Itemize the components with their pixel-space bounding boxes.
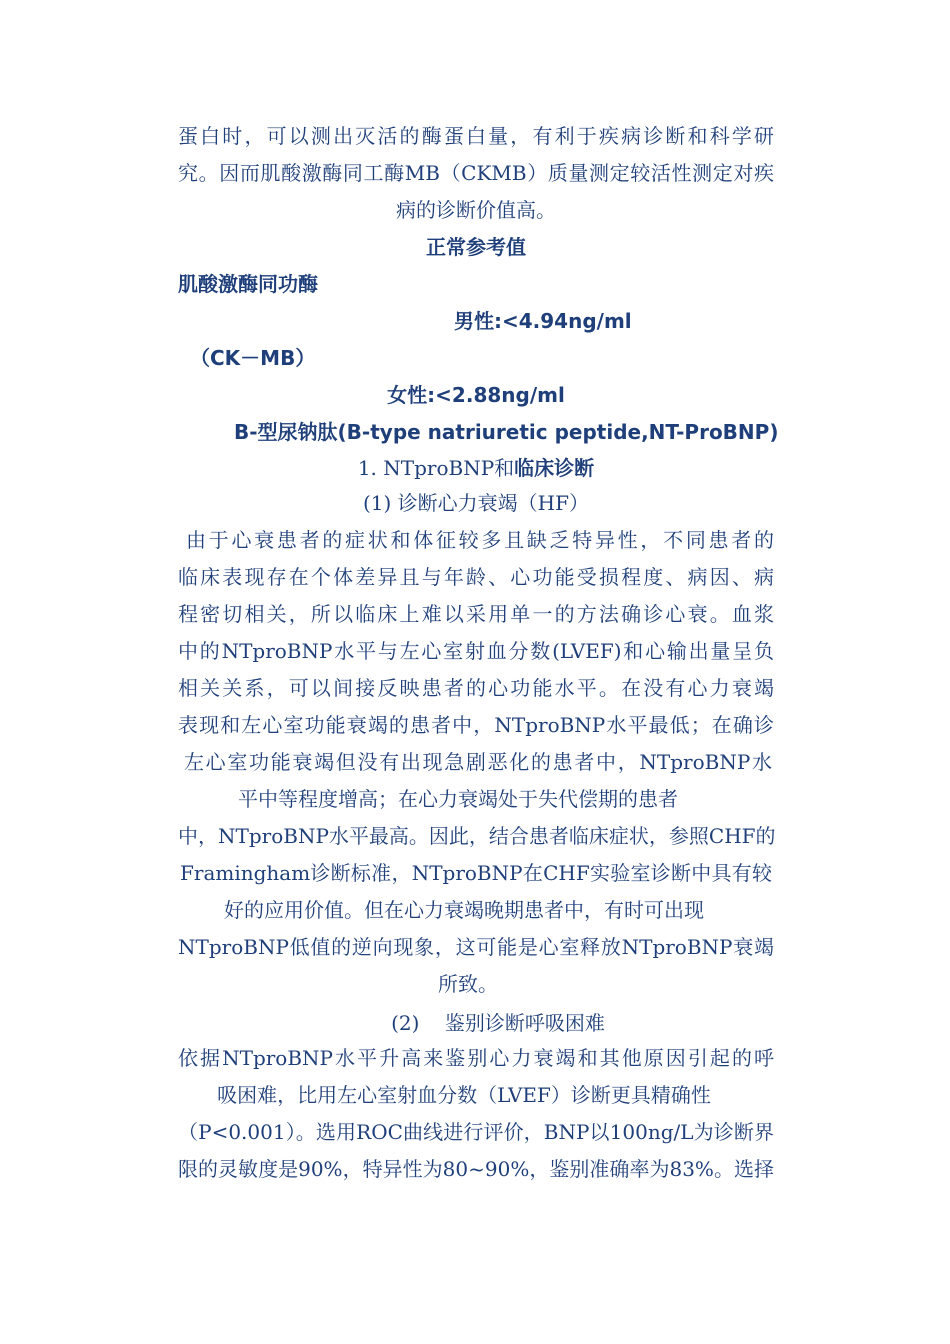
paragraph-1-line: 平中等程度增高；在心力衰竭处于失代偿期的患者 (238, 787, 678, 811)
section-1-suffix: 临床诊断 (514, 456, 595, 480)
paragraph-1-line: NTproBNP低值的逆向现象，这可能是心室释放NTproBNP衰竭 (178, 935, 774, 959)
reference-heading: 正常参考值 (426, 235, 526, 259)
section-1-heading (178, 455, 774, 481)
paragraph-2-line: 吸困难，比用左心室射血分数（LVEF）诊断更具精确性 (217, 1083, 711, 1107)
paragraph-1-line: 中的NTproBNP水平与左心室射血分数(LVEF)和心输出量呈负 (178, 639, 774, 663)
paragraph-1-line: 所致。 (438, 972, 498, 996)
reference-male-value: 男性:<4.94ng/ml (454, 309, 632, 333)
reference-enzyme-name: 肌酸激酶同功酶 (178, 272, 318, 296)
subsection-2-heading (200, 1010, 796, 1036)
intro-line-1: 蛋白时，可以测出灭活的酶蛋白量，有利于疾病诊断和科学研 (178, 124, 774, 148)
subsection-2-text: (2) 鉴别诊断呼吸困难 (391, 1011, 605, 1035)
paragraph-1-line: 程密切相关，所以临床上难以采用单一的方法确诊心衰。血浆 (178, 602, 774, 626)
paragraph-2-line: （P<0.001）。选用ROC曲线进行评价，BNP以100ng/L为诊断界 (178, 1120, 774, 1144)
paragraph-1-line: 由于心衰患者的症状和体征较多且缺乏特异性，不同患者的 (186, 528, 774, 552)
reference-female-value: 女性:<2.88ng/ml (387, 383, 565, 407)
intro-line-2: 究。因而肌酸激酶同工酶MB（CKMB）质量测定较活性测定对疾 (178, 161, 774, 185)
bnp-title: B-型尿钠肽(B-type natriuretic peptide,NT-ProBNP) (234, 420, 779, 444)
intro-line-3: 病的诊断价值高。 (396, 198, 556, 222)
subsection-1-heading: (1) 诊断心力衰竭（HF） (362, 491, 589, 515)
paragraph-1-line: 相关关系，可以间接反映患者的心功能水平。在没有心力衰竭 (178, 676, 774, 700)
paragraph-1-line: Framingham诊断标准，NTproBNP在CHF实验室诊断中具有较 (180, 861, 772, 885)
section-1-prefix: 1. NTproBNP和 (357, 456, 515, 480)
reference-enzyme-abbr: （CK－MB） (190, 346, 316, 370)
paragraph-1-line: 好的应用价值。但在心力衰竭晚期患者中，有时可出现 (224, 898, 704, 922)
paragraph-1-line: 中，NTproBNP水平最高。因此，结合患者临床症状，参照CHF的 (178, 824, 776, 848)
paragraph-1-line: 临床表现存在个体差异且与年龄、心功能受损程度、病因、病 (178, 565, 774, 589)
paragraph-2-line: 限的灵敏度是90%，特异性为80~90%，鉴别准确率为83%。选择 (178, 1157, 774, 1181)
paragraph-2-line: 依据NTproBNP水平升高来鉴别心力衰竭和其他原因引起的呼 (178, 1046, 774, 1070)
paragraph-1-line: 表现和左心室功能衰竭的患者中，NTproBNP水平最低；在确诊 (178, 713, 774, 737)
paragraph-1-line: 左心室功能衰竭但没有出现急剧恶化的患者中，NTproBNP水 (184, 750, 772, 774)
